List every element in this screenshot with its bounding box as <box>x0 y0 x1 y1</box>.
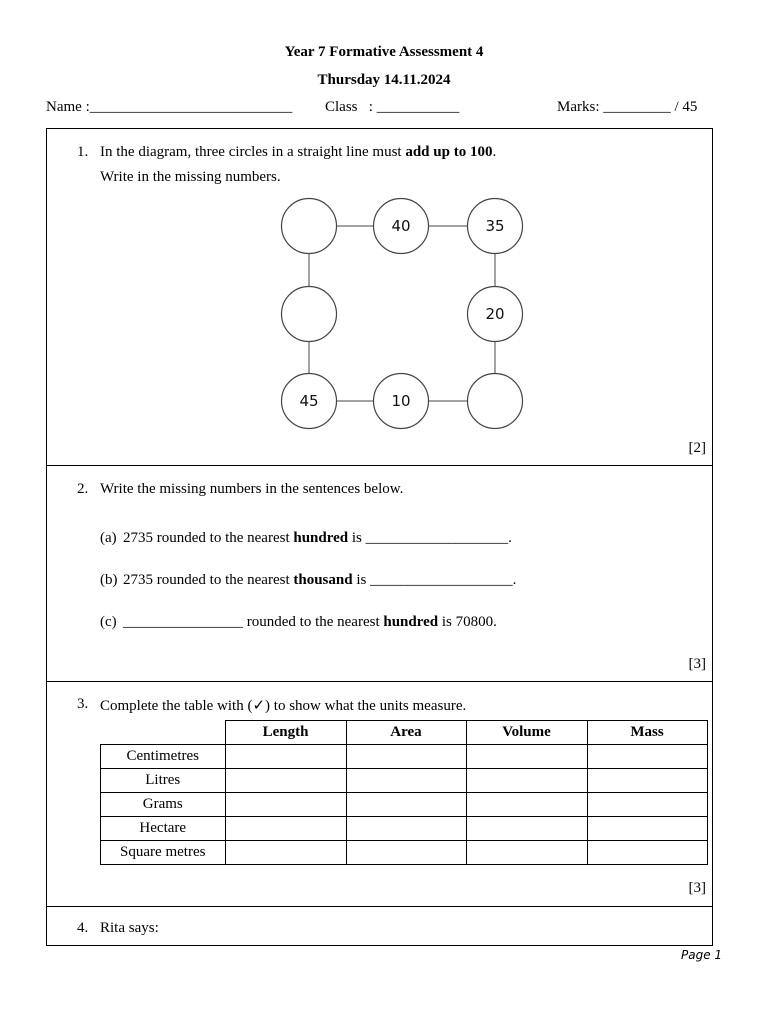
question-3-marks: [3] <box>688 880 706 896</box>
tick-cell[interactable] <box>346 793 466 817</box>
column-header-volume: Volume <box>466 721 587 745</box>
row-label-centimetres: Centimetres <box>101 745 226 769</box>
tick-cell[interactable] <box>587 841 707 865</box>
question-1-box <box>46 128 713 466</box>
page-number: Page 1 <box>681 948 723 962</box>
tick-cell[interactable] <box>587 745 707 769</box>
name-field[interactable] <box>46 99 292 116</box>
name-label: Name : <box>46 99 90 115</box>
column-header-mass: Mass <box>587 721 707 745</box>
part-c-sentence[interactable]: ________________ rounded to the nearest hundred is 70800. <box>123 614 497 630</box>
part-b-sentence[interactable]: 2735 rounded to the nearest thousand is ___________________. <box>123 572 517 588</box>
table-row <box>101 745 708 769</box>
circle-top-left[interactable] <box>282 199 337 254</box>
name-blank[interactable]: ___________________________ <box>89 99 293 115</box>
marks-label: Marks: <box>557 99 600 115</box>
tick-cell[interactable] <box>225 745 346 769</box>
circle-middle-left[interactable] <box>282 287 337 342</box>
tick-cell[interactable] <box>466 793 587 817</box>
part-a-sentence[interactable]: 2735 rounded to the nearest hundred is ___________________. <box>123 530 512 546</box>
question-2-marks: [3] <box>688 656 706 672</box>
row-label-litres: Litres <box>101 769 226 793</box>
tick-cell[interactable] <box>225 817 346 841</box>
question-number: 1. <box>77 144 89 160</box>
question-3-instruction: Complete the table with (✓) to show what the units measure. <box>100 698 467 714</box>
tick-cell[interactable] <box>466 841 587 865</box>
part-a-label: (a) <box>100 530 117 546</box>
circle-label-bottom-middle: 10 <box>391 392 411 410</box>
question-number: 4. <box>77 920 89 936</box>
table-row <box>101 793 708 817</box>
marks-blank[interactable]: _________ <box>603 99 671 115</box>
tick-cell[interactable] <box>346 817 466 841</box>
circle-label-top-right: 35 <box>485 217 505 235</box>
question-number: 3. <box>77 696 89 712</box>
table-row <box>101 841 708 865</box>
question-1-instruction: Write in the missing numbers. <box>100 169 281 185</box>
class-colon: : <box>368 99 373 115</box>
units-table <box>100 720 708 865</box>
row-label-square-metres: Square metres <box>101 841 226 865</box>
question-4-text: Rita says: <box>100 920 159 936</box>
tick-cell[interactable] <box>466 745 587 769</box>
table-row <box>101 769 708 793</box>
class-label: Class <box>325 99 358 115</box>
tick-cell[interactable] <box>587 769 707 793</box>
marks-total: / 45 <box>674 99 698 115</box>
tick-cell[interactable] <box>346 841 466 865</box>
class-blank[interactable]: ___________ <box>376 99 460 115</box>
question-1-marks: [2] <box>688 440 706 456</box>
tick-cell[interactable] <box>346 745 466 769</box>
row-label-grams: Grams <box>101 793 226 817</box>
circle-label-middle-right: 20 <box>485 305 505 323</box>
column-header-area: Area <box>346 721 466 745</box>
tick-cell[interactable] <box>587 793 707 817</box>
circle-label-top-middle: 40 <box>391 217 411 235</box>
tick-cell[interactable] <box>225 841 346 865</box>
class-field[interactable] <box>325 99 459 116</box>
marks-field[interactable] <box>557 99 697 116</box>
question-2-instruction: Write the missing numbers in the sentences below. <box>100 481 404 497</box>
row-label-hectare: Hectare <box>101 817 226 841</box>
table-corner <box>101 721 226 745</box>
tick-cell[interactable] <box>225 769 346 793</box>
tick-cell[interactable] <box>225 793 346 817</box>
question-number: 2. <box>77 481 89 497</box>
tick-cell[interactable] <box>587 817 707 841</box>
tick-cell[interactable] <box>466 817 587 841</box>
question-2-box <box>46 465 713 682</box>
question-1-text: In the diagram, three circles in a straight line must add up to 100. <box>100 144 497 160</box>
table-row <box>101 817 708 841</box>
tick-cell[interactable] <box>466 769 587 793</box>
circle-bottom-right[interactable] <box>468 374 523 429</box>
part-c-label: (c) <box>100 614 117 630</box>
page-title: Year 7 Formative Assessment 4 <box>284 44 484 60</box>
question-4-box <box>46 906 713 946</box>
tick-cell[interactable] <box>346 769 466 793</box>
assessment-date: Thursday 14.11.2024 <box>317 72 451 88</box>
circle-label-bottom-left: 45 <box>299 392 319 410</box>
part-b-label: (b) <box>100 572 118 588</box>
column-header-length: Length <box>225 721 346 745</box>
circle-diagram <box>47 129 712 465</box>
